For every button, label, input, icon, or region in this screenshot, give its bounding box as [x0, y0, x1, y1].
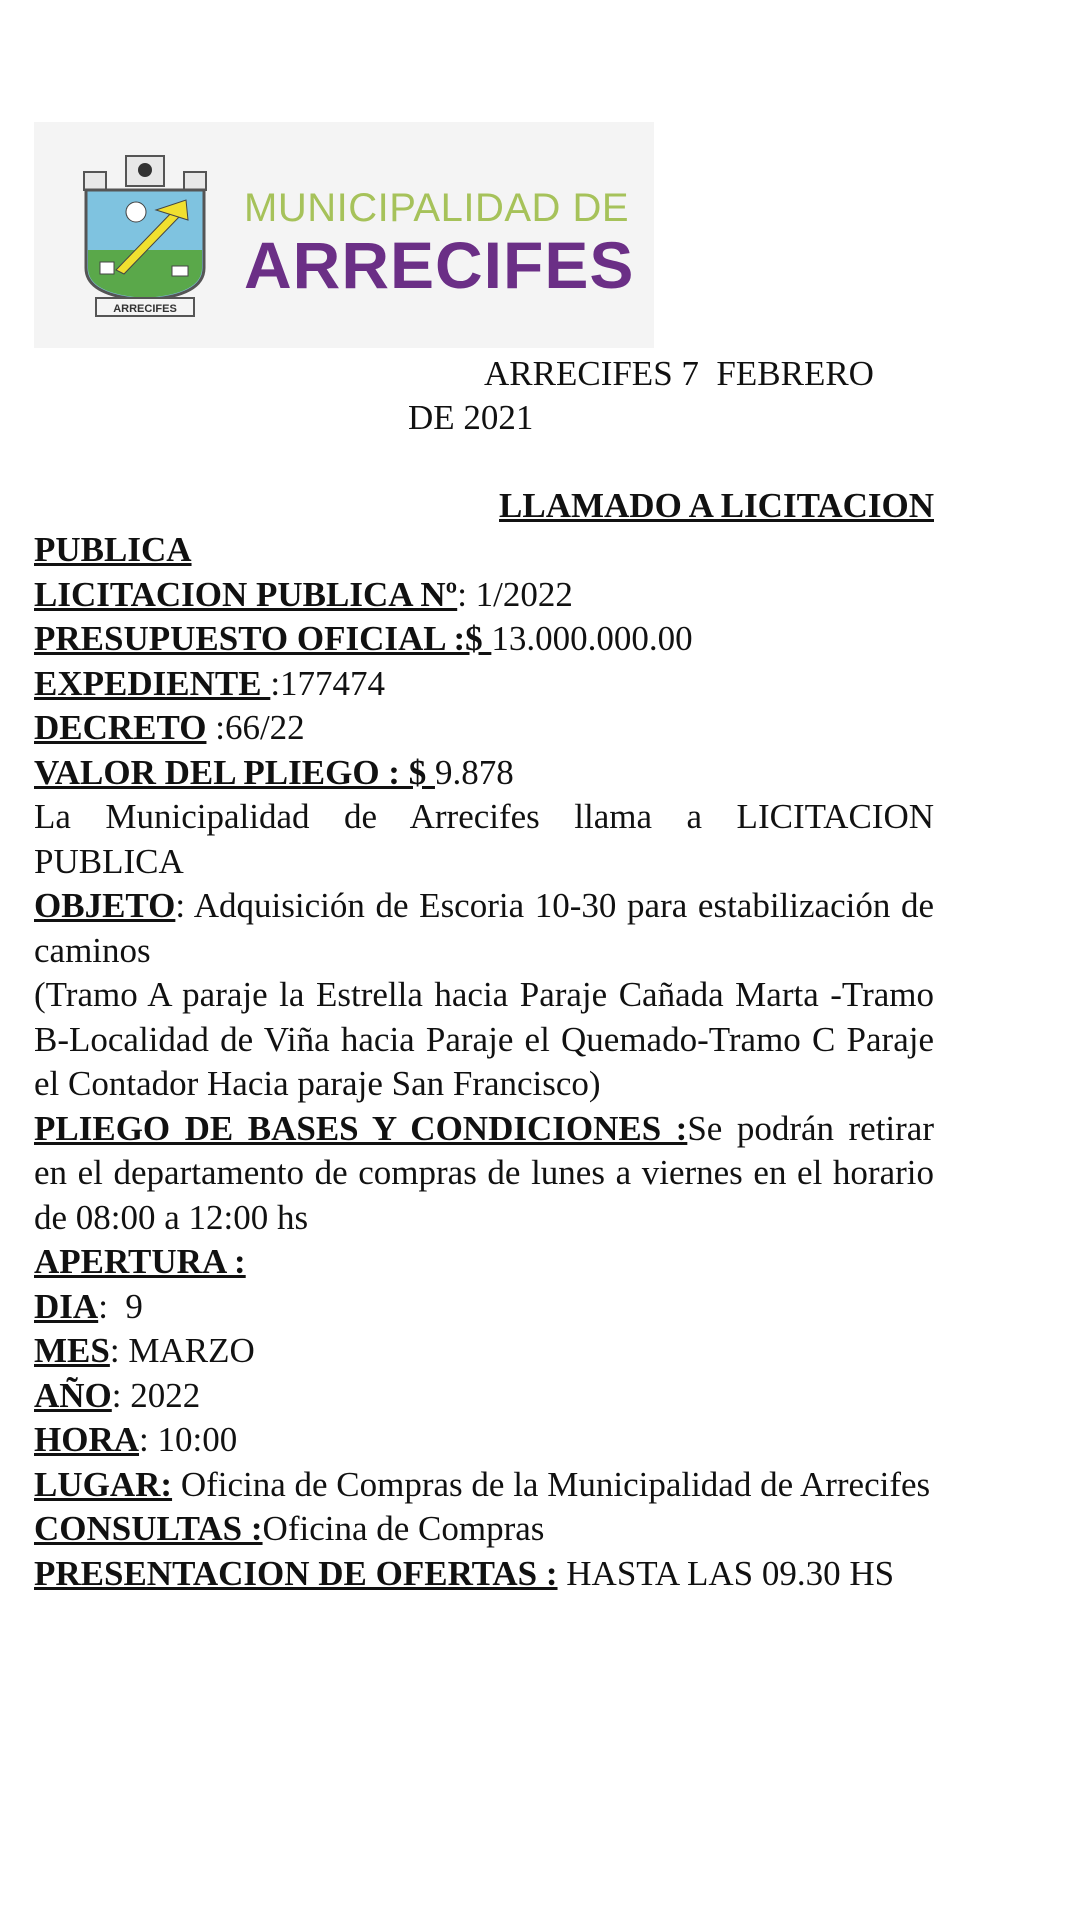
presentacion-paragraph [34, 1552, 934, 1597]
presentacion-text: HASTA LAS 09.30 HS [557, 1553, 895, 1593]
document-body [34, 528, 934, 1596]
arrecifes-crest-icon [76, 150, 214, 318]
presupuesto-label: PRESUPUESTO OFICIAL :$ [34, 619, 492, 658]
hora-row [34, 1418, 934, 1463]
objeto-text: : Adquisición de Escoria 10-30 para estabilización de caminos [34, 886, 934, 970]
presupuesto-value: 13.000.000.00 [491, 619, 693, 658]
lugar-text: Oficina de Compras de la Municipalidad de Arrecifes [172, 1464, 931, 1504]
mes-label: MES [34, 1331, 110, 1370]
brand-name: ARRECIFES [244, 228, 635, 302]
date-line-1: ARRECIFES 7 FEBRERO [484, 354, 874, 393]
apertura-label: APERTURA : [34, 1242, 246, 1281]
pliego-bases-paragraph [34, 1107, 934, 1241]
mes-row [34, 1329, 934, 1374]
presentacion-label: PRESENTACION DE OFERTAS : [34, 1553, 558, 1593]
pliego-valor-row [34, 751, 934, 796]
consultas-label: CONSULTAS : [34, 1509, 263, 1548]
municipality-logo [34, 122, 654, 348]
decreto-row [34, 706, 934, 751]
licitacion-value: : 1/2022 [457, 574, 573, 614]
objeto-label: OBJETO [34, 886, 176, 925]
expediente-label: EXPEDIENTE [34, 663, 271, 703]
decreto-label: DECRETO [34, 708, 207, 747]
lugar-paragraph [34, 1463, 934, 1508]
dia-value: : 9 [98, 1286, 143, 1326]
presupuesto-row [34, 617, 934, 662]
objeto-paragraph [34, 884, 934, 973]
dia-row [34, 1285, 934, 1330]
lugar-label: LUGAR: [34, 1464, 173, 1504]
dia-label: DIA [34, 1286, 99, 1326]
hora-value: : 10:00 [139, 1420, 238, 1459]
anio-row [34, 1374, 934, 1419]
title-continuation: PUBLICA [34, 530, 192, 569]
expediente-row [34, 662, 934, 707]
pliego-bases-text: Se podrán retirar en el departamento de compras de lunes a viernes en el horario de 08:00 a 12:00 hs [34, 1108, 934, 1237]
mes-value: : MARZO [109, 1331, 255, 1370]
intro-paragraph: La Municipalidad de Arrecifes llama a LICITACION PUBLICA [34, 797, 934, 881]
decreto-value: :66/22 [206, 708, 305, 747]
expediente-value: :177474 [270, 663, 386, 703]
anio-value: : 2022 [111, 1375, 201, 1415]
tramos-paragraph: (Tramo A paraje la Estrella hacia Paraje Cañada Marta -Tramo B-Localidad de Viña hacia Paraje el Quemado-Tramo C Paraje el Contador Hacia paraje San Francisco) [34, 975, 934, 1103]
pliego-valor-value: 9.878 [434, 752, 514, 792]
consultas-text: Oficina de Compras [262, 1509, 545, 1548]
pliego-bases-label: PLIEGO DE BASES Y CONDICIONES : [34, 1108, 688, 1148]
pliego-valor-label: VALOR DEL PLIEGO : $ [34, 752, 435, 792]
anio-label: AÑO [34, 1375, 112, 1415]
licitacion-row [34, 573, 934, 618]
brand-subtitle: MUNICIPALIDAD DE [244, 186, 630, 230]
consultas-row [34, 1507, 934, 1552]
brand-text [244, 186, 634, 300]
document-title: LLAMADO A LICITACION [499, 486, 934, 525]
licitacion-label: LICITACION PUBLICA Nº [34, 574, 458, 614]
date-line-2: DE 2021 [408, 398, 534, 437]
hora-label: HORA [34, 1420, 139, 1459]
crest-label: ARRECIFES [113, 303, 177, 315]
